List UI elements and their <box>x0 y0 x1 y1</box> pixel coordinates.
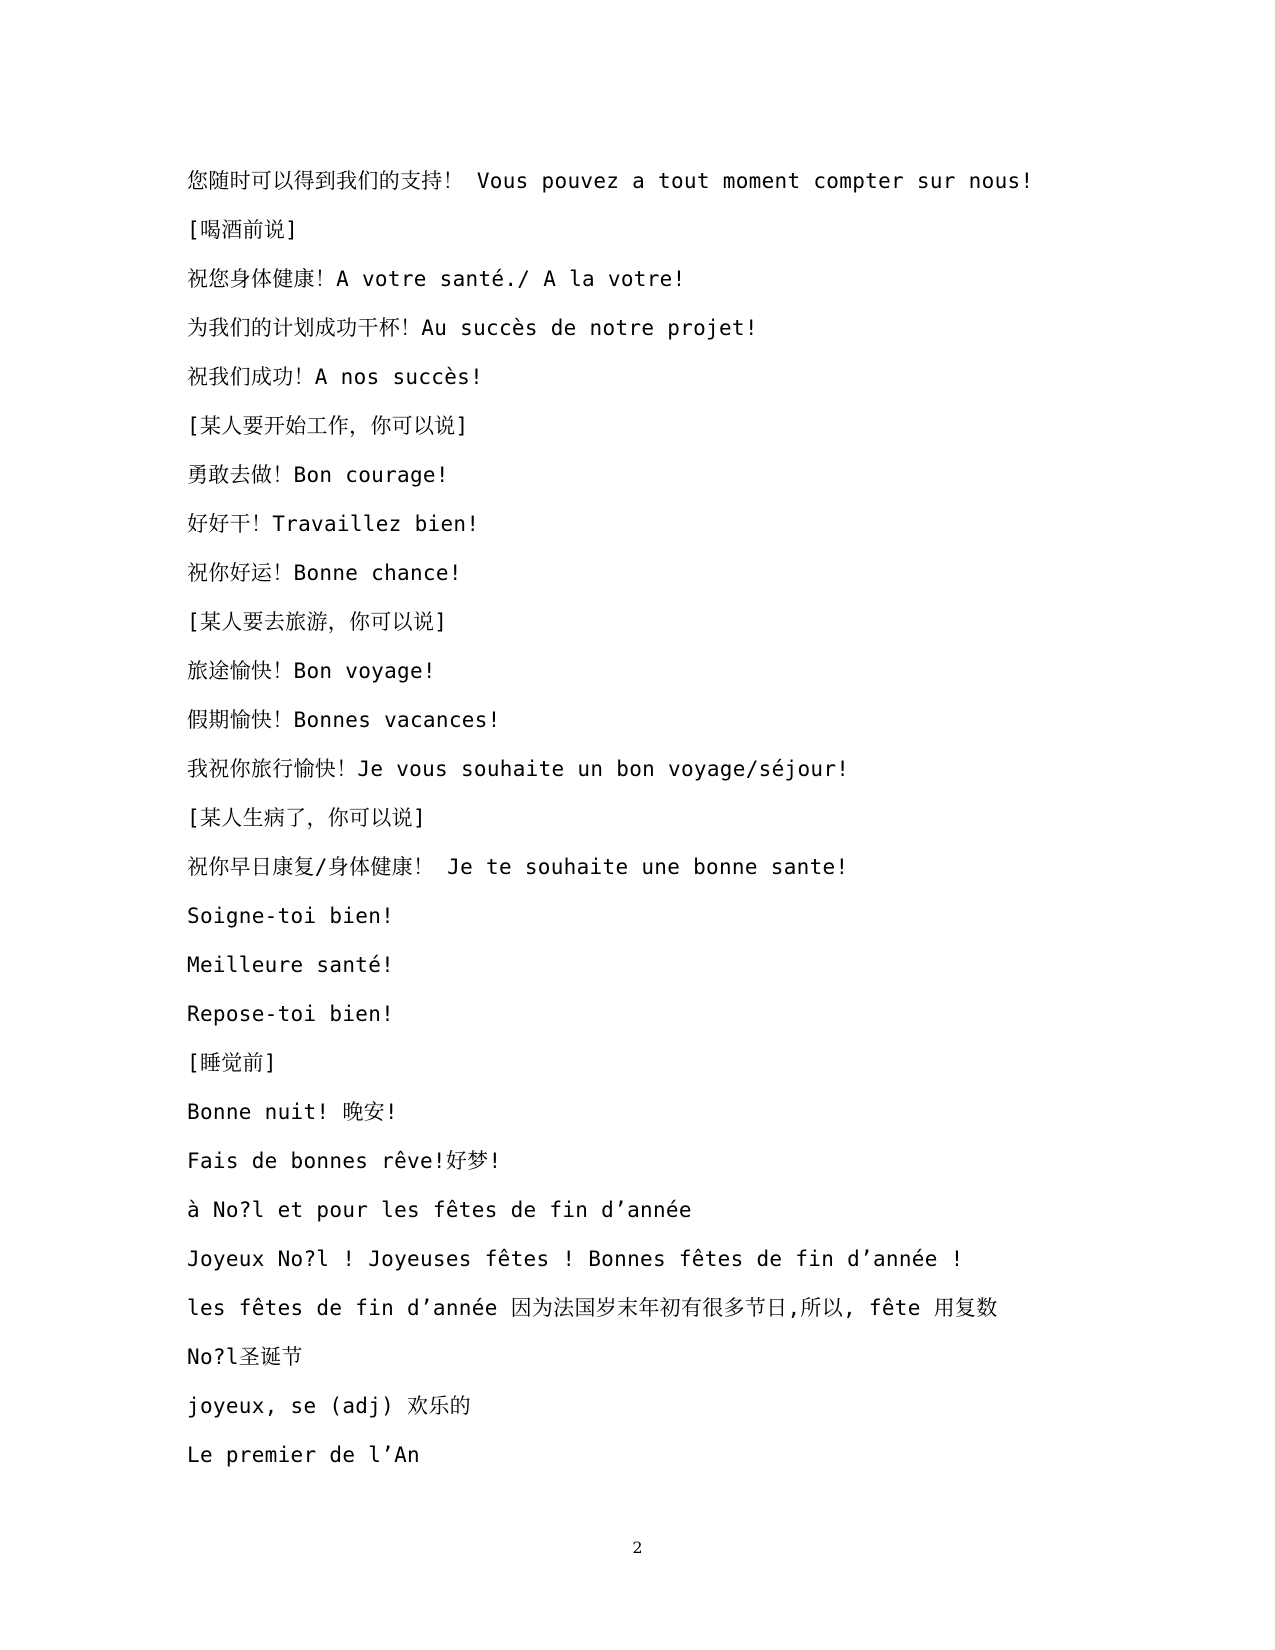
section-heading: [睡觉前] <box>187 1051 277 1075</box>
text-line: No?l圣诞节 <box>187 1345 303 1369</box>
text-line: 为我们的计划成功干杯！Au succès de notre projet! <box>187 316 758 340</box>
text-line: 勇敢去做！Bon courage! <box>187 463 449 487</box>
text-line: 我祝你旅行愉快！Je vous souhaite un bon voyage/séjour! <box>187 757 850 781</box>
section-heading: [某人生病了，你可以说] <box>187 806 426 830</box>
text-line: 您随时可以得到我们的支持！ Vous pouvez a tout moment compter sur nous! <box>187 169 1034 193</box>
text-line: Le premier de l’An <box>187 1443 420 1467</box>
text-line: joyeux, se (adj) 欢乐的 <box>187 1394 471 1418</box>
page-number: 2 <box>632 1538 643 1557</box>
text-line: 好好干！Travaillez bien! <box>187 512 480 536</box>
text-line: Joyeux No?l ! Joyeuses fêtes ! Bonnes fêtes de fin d’année ! <box>187 1247 964 1271</box>
section-heading: [喝酒前说] <box>187 218 299 242</box>
text-line: 祝你好运！Bonne chance! <box>187 561 462 585</box>
text-line: 祝我们成功！A nos succès! <box>187 365 484 389</box>
section-heading: [某人要开始工作，你可以说] <box>187 414 469 438</box>
text-line: les fêtes de fin d’année 因为法国岁末年初有很多节日,所以, fête 用复数 <box>187 1296 998 1320</box>
text-line: Bonne nuit! 晚安! <box>187 1100 398 1124</box>
text-line: 假期愉快！Bonnes vacances! <box>187 708 501 732</box>
section-heading: [某人要去旅游，你可以说] <box>187 610 448 634</box>
text-line: Meilleure santé! <box>187 953 395 977</box>
text-line: à No?l et pour les fêtes de fin d’année <box>187 1198 692 1222</box>
text-line: 祝您身体健康！A votre santé./ A la votre! <box>187 267 686 291</box>
text-line: Soigne-toi bien! <box>187 904 395 928</box>
text-line: 旅途愉快！Bon voyage! <box>187 659 436 683</box>
text-line: Repose-toi bien! <box>187 1002 395 1026</box>
text-line: Fais de bonnes rêve!好梦! <box>187 1149 502 1173</box>
text-line: 祝你早日康复/身体健康！ Je te souhaite une bonne sante! <box>187 855 849 879</box>
document-body <box>187 157 1087 1480</box>
